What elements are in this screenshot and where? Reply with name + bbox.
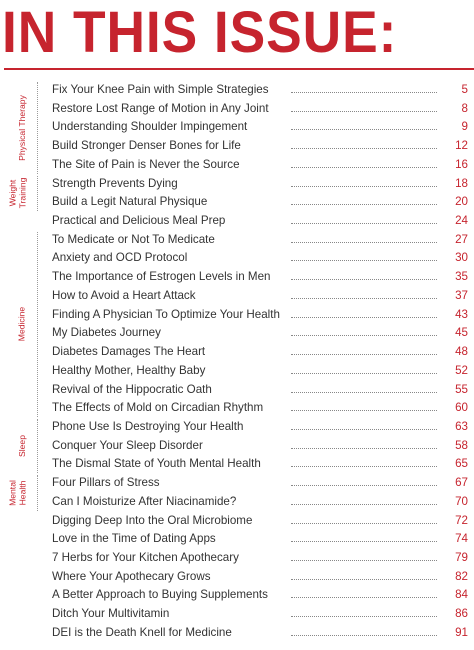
toc-entry[interactable] — [0, 100, 474, 119]
dotted-leader — [291, 335, 437, 336]
toc-entry[interactable] — [0, 493, 474, 512]
toc-entry-title: Ditch Your Multivitamin — [52, 607, 170, 621]
section-label-line: Sleep — [17, 435, 27, 458]
toc-entry-page-number: 74 — [455, 532, 468, 546]
dotted-leader — [291, 560, 437, 561]
toc-entry-page-number: 72 — [455, 513, 468, 527]
toc-entry-page-number: 52 — [455, 363, 468, 377]
toc-entry-title: How to Avoid a Heart Attack — [52, 288, 196, 302]
toc-entry[interactable] — [0, 474, 474, 493]
toc-entry-title: 7 Herbs for Your Kitchen Apothecary — [52, 551, 239, 564]
dotted-leader — [291, 635, 437, 636]
toc-entry-title: The Dismal State of Youth Mental Health — [52, 457, 261, 471]
dotted-leader — [291, 167, 437, 168]
toc-entry-title: Conquer Your Sleep Disorder — [52, 438, 203, 452]
toc-entry-title: Can I Moisturize After Niacinamide? — [52, 494, 237, 508]
dotted-leader — [291, 111, 437, 112]
toc-entry[interactable] — [0, 586, 474, 605]
toc-entry-page-number: 16 — [455, 157, 468, 171]
dotted-leader — [291, 466, 437, 467]
dotted-leader — [291, 392, 437, 393]
section-label-line: Medicine — [17, 307, 27, 342]
toc-entry-title: Fix Your Knee Pain with Simple Strategies — [52, 83, 269, 96]
toc-entry-page-number: 63 — [455, 419, 468, 433]
toc-entry-page-number: 48 — [455, 345, 468, 359]
toc-entry-page-number: 55 — [455, 382, 468, 396]
dotted-leader — [291, 186, 437, 187]
dotted-leader — [291, 541, 437, 542]
section-label-line: Training — [17, 177, 28, 209]
toc-entry-title: Revival of the Hippocratic Oath — [52, 382, 212, 396]
toc-entry[interactable] — [0, 624, 474, 643]
toc-entry-title: Understanding Shoulder Impingement — [52, 120, 248, 134]
section-label — [17, 232, 27, 417]
toc-entry[interactable] — [0, 381, 474, 400]
toc-entry-title: Build Stronger Denser Bones for Life — [52, 139, 241, 153]
toc-entry-title: Strength Prevents Dying — [52, 176, 178, 190]
toc-entry-title: Build a Legit Natural Physique — [52, 195, 208, 209]
toc-entry[interactable] — [0, 324, 474, 343]
toc-entry[interactable] — [0, 287, 474, 306]
toc-entry[interactable] — [0, 249, 474, 268]
toc-entry-page-number: 70 — [455, 494, 468, 508]
dotted-leader — [291, 504, 437, 505]
toc-entry[interactable] — [0, 512, 474, 531]
toc-entry-title: Four Pillars of Stress — [52, 476, 160, 490]
section-divider-line — [37, 176, 38, 211]
section-label — [17, 82, 27, 174]
section-label-line: Physical Therapy — [17, 94, 27, 161]
toc-entry-title: Finding A Physician To Optimize Your Health — [52, 307, 280, 321]
toc-entry-title: Love in the Time of Dating Apps — [52, 532, 216, 546]
toc-entry[interactable] — [0, 212, 474, 231]
section-label — [8, 475, 28, 510]
section-divider-line — [37, 419, 38, 473]
toc-entry-page-number: 82 — [455, 569, 468, 583]
toc-entry-title: My Diabetes Journey — [52, 326, 161, 340]
toc-entry-title: Restore Lost Range of Motion in Any Joint — [52, 101, 269, 115]
section-label-line: Health — [17, 480, 28, 506]
toc-entry-title: Digging Deep Into the Oral Microbiome — [52, 513, 253, 527]
toc-entry-title: A Better Approach to Buying Supplements — [52, 588, 268, 602]
toc-entry-page-number: 65 — [455, 457, 468, 471]
toc-entry-page-number: 18 — [455, 176, 468, 190]
toc-entry-page-number: 35 — [455, 270, 468, 284]
toc-entry[interactable] — [0, 549, 474, 568]
dotted-leader — [291, 373, 437, 374]
toc-entry-page-number: 84 — [455, 588, 468, 602]
dotted-leader — [291, 354, 437, 355]
toc-entry[interactable] — [0, 268, 474, 287]
toc-entry-page-number: 27 — [455, 232, 468, 246]
dotted-leader — [291, 279, 437, 280]
dotted-leader — [291, 223, 437, 224]
dotted-leader — [291, 242, 437, 243]
toc-entry[interactable] — [0, 399, 474, 418]
toc-entry[interactable] — [0, 118, 474, 137]
section-divider-line — [37, 82, 38, 174]
toc-entry[interactable] — [0, 306, 474, 325]
dotted-leader — [291, 129, 437, 130]
toc-entry-title: Anxiety and OCD Protocol — [52, 251, 188, 265]
dotted-leader — [291, 429, 437, 430]
dotted-leader — [291, 410, 437, 411]
toc-entry-title: Practical and Delicious Meal Prep — [52, 214, 226, 228]
dotted-leader — [291, 298, 437, 299]
dotted-leader — [291, 523, 437, 524]
toc-entry-page-number: 8 — [461, 101, 468, 115]
toc-entry[interactable] — [0, 455, 474, 474]
toc-entry[interactable] — [0, 362, 474, 381]
toc-entry[interactable] — [0, 418, 474, 437]
toc-entry-page-number: 5 — [461, 83, 468, 96]
dotted-leader — [291, 148, 437, 149]
toc-entry[interactable] — [0, 175, 474, 194]
toc-entry-title: To Medicate or Not To Medicate — [52, 232, 215, 246]
dotted-leader — [291, 485, 437, 486]
toc-entry-title: The Effects of Mold on Circadian Rhythm — [52, 401, 264, 415]
dotted-leader — [291, 260, 437, 261]
toc-entry-title: DEI is the Death Knell for Medicine — [52, 625, 232, 639]
toc-entry-title: The Importance of Estrogen Levels in Men — [52, 270, 271, 284]
section-label-line: Mental — [7, 479, 18, 506]
section-label — [17, 419, 27, 473]
dotted-leader — [291, 448, 437, 449]
toc-entry-title: Phone Use Is Destroying Your Health — [52, 419, 244, 433]
toc-entry[interactable] — [0, 568, 474, 587]
toc-entry[interactable] — [0, 605, 474, 624]
toc-entry-title: Healthy Mother, Healthy Baby — [52, 363, 206, 377]
section-label — [8, 176, 28, 211]
toc-entry-page-number: 79 — [455, 551, 468, 564]
dotted-leader — [291, 597, 437, 598]
dotted-leader — [291, 616, 437, 617]
toc-entry-page-number: 67 — [455, 476, 468, 490]
toc-entry[interactable] — [0, 137, 474, 156]
toc-entry-page-number: 91 — [455, 625, 468, 639]
dotted-leader — [291, 204, 437, 205]
title-divider — [4, 68, 474, 70]
toc-entry-title: Diabetes Damages The Heart — [52, 345, 206, 359]
toc-entry[interactable] — [0, 343, 474, 362]
toc-entry-title: The Site of Pain is Never the Source — [52, 157, 240, 171]
toc-entry-page-number: 86 — [455, 607, 468, 621]
section-divider-line — [37, 475, 38, 510]
toc-entry-page-number: 24 — [455, 214, 468, 228]
toc-entry-page-number: 37 — [455, 288, 468, 302]
dotted-leader — [291, 317, 437, 318]
toc-entry-page-number: 58 — [455, 438, 468, 452]
toc-entry-page-number: 12 — [455, 139, 468, 153]
dotted-leader — [291, 579, 437, 580]
toc-entry[interactable] — [0, 231, 474, 250]
toc-entry-page-number: 60 — [455, 401, 468, 415]
toc-entry[interactable] — [0, 530, 474, 549]
toc-entry-page-number: 30 — [455, 251, 468, 265]
section-divider-line — [37, 232, 38, 417]
toc-entry-title: Where Your Apothecary Grows — [52, 569, 211, 583]
toc-entry-page-number: 43 — [455, 307, 468, 321]
page-title: IN THIS ISSUE: — [2, 0, 398, 65]
dotted-leader — [291, 92, 437, 93]
toc-entry[interactable] — [0, 156, 474, 175]
toc-entry[interactable] — [0, 437, 474, 456]
toc-entry[interactable] — [0, 193, 474, 212]
section-label-line: Weight — [7, 180, 18, 207]
toc-entry-page-number: 20 — [455, 195, 468, 209]
toc-entry[interactable] — [0, 81, 474, 100]
toc-entry-page-number: 9 — [461, 120, 468, 134]
toc-entry-page-number: 45 — [455, 326, 468, 340]
